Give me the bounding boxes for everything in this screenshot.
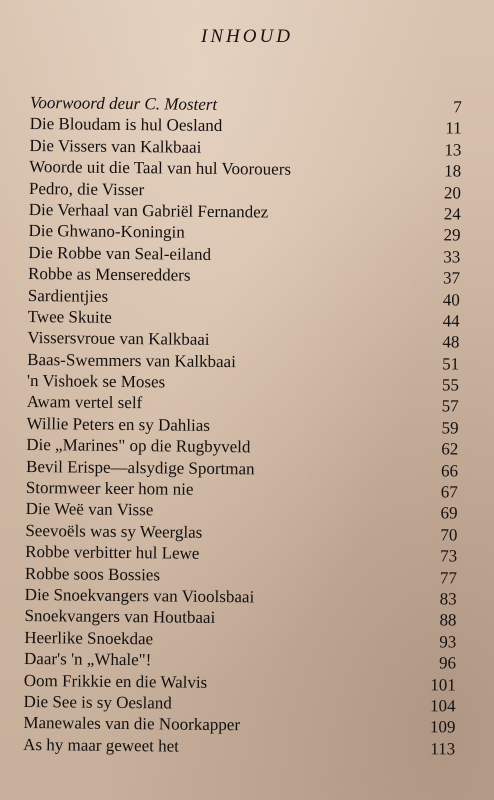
toc-entry-title: Die Bloudam is hul Oesland — [29, 114, 223, 136]
toc-entry-page-number: 67 — [440, 482, 458, 502]
toc-entry-page-number: 24 — [443, 204, 461, 224]
toc-entry-title: Die Weë van Visse — [25, 499, 154, 520]
toc-entry-page-number: 83 — [439, 589, 457, 609]
toc-entry-title: Die See is sy Oesland — [23, 691, 172, 713]
toc-entry-title: Pedro, die Visser — [28, 178, 145, 199]
toc-entry-page-number: 77 — [439, 567, 458, 588]
toc-entry-title: Robbe as Menseredders — [27, 264, 191, 285]
toc-entry-title: Bevil Erispe—alsydige Sportman — [25, 456, 255, 479]
toc-entry-title: Vissersvroue van Kalkbaai — [27, 328, 210, 350]
toc-entry-page-number: 11 — [445, 118, 462, 138]
toc-entry-title: Daar's 'n „Whale"! — [23, 649, 152, 670]
toc-entry-title: Sardientjies — [27, 285, 109, 306]
toc-entry-title: Twee Skuite — [27, 306, 113, 327]
toc-entry-page-number: 104 — [429, 696, 456, 716]
toc-entry-page-number: 113 — [430, 738, 456, 759]
toc-entry-page-number: 51 — [442, 354, 460, 374]
toc-entry-title: Oom Frikkie en die Walvis — [23, 670, 208, 692]
toc-entry-page-number: 40 — [442, 289, 460, 310]
toc-entry-title: Heerlike Snoekdae — [24, 627, 154, 649]
toc-entry-page-number: 62 — [441, 439, 459, 459]
toc-entry-page-number: 88 — [439, 610, 457, 630]
toc-entry-title: 'n Vishoek se Moses — [26, 371, 166, 392]
toc-entry-title: Die Vissers van Kalkbaai — [29, 135, 202, 157]
toc-entry-page-number: 55 — [441, 375, 460, 395]
toc-entry-title: Robbe verbitter hul Lewe — [25, 542, 200, 564]
toc-entry-page-number: 70 — [440, 525, 458, 545]
toc-entry — [23, 734, 455, 760]
toc-entry-title: Stormweer keer hom nie — [25, 478, 194, 499]
toc-entry-page-number: 101 — [430, 674, 456, 695]
toc-entry-title: Robbe soos Bossies — [24, 563, 161, 584]
toc-entry-title: Die Ghwano-Koningin — [28, 221, 185, 242]
table-of-contents — [23, 92, 462, 760]
page-title: INHOUD — [201, 26, 293, 47]
toc-entry-page-number: 93 — [439, 632, 457, 652]
toc-entry-page-number: 13 — [444, 140, 462, 160]
toc-entry-page-number: 7 — [453, 97, 462, 117]
toc-entry-title: Manewales van die Noorkapper — [23, 713, 241, 735]
toc-entry-title: Willie Peters en sy Dahlias — [26, 413, 211, 435]
toc-entry-title: Voorwoord deur C. Mostert — [29, 92, 218, 114]
toc-entry-page-number: 37 — [442, 268, 461, 288]
toc-entry-title: Die Snoekvangers van Vioolsbaai — [24, 584, 255, 607]
toc-entry-page-number: 109 — [429, 717, 456, 737]
toc-entry-page-number: 73 — [440, 546, 458, 566]
toc-entry-page-number: 57 — [441, 396, 459, 416]
toc-entry-title: Seevoëls was sy Weerglas — [25, 520, 203, 542]
toc-entry-page-number: 66 — [440, 460, 459, 481]
toc-entry-page-number: 48 — [442, 332, 460, 352]
toc-entry-title: Baas-Swemmers van Kalkbaai — [27, 349, 236, 371]
toc-entry-title: Die Verhaal van Gabriël Fernandez — [28, 199, 269, 222]
toc-entry-title: Woorde uit die Taal van hul Voorouers — [29, 157, 292, 179]
toc-entry-page-number: 20 — [443, 182, 462, 203]
toc-entry-title: Die „Marines" op die Rugbyveld — [26, 435, 251, 457]
toc-entry-page-number: 18 — [444, 161, 462, 181]
toc-entry-page-number: 69 — [440, 503, 458, 523]
toc-entry-page-number: 59 — [441, 418, 459, 438]
toc-entry-title: Awam vertel self — [26, 392, 143, 413]
toc-entry-page-number: 29 — [443, 225, 461, 245]
toc-entry-page-number: 44 — [442, 311, 460, 331]
toc-entry-title: As hy maar geweet het — [23, 734, 180, 756]
toc-entry-title: Snoekvangers van Houtbaai — [24, 606, 216, 628]
toc-entry-page-number: 96 — [438, 653, 457, 673]
toc-entry-title: Die Robbe van Seal-eiland — [28, 242, 212, 264]
toc-entry-page-number: 33 — [443, 247, 461, 267]
